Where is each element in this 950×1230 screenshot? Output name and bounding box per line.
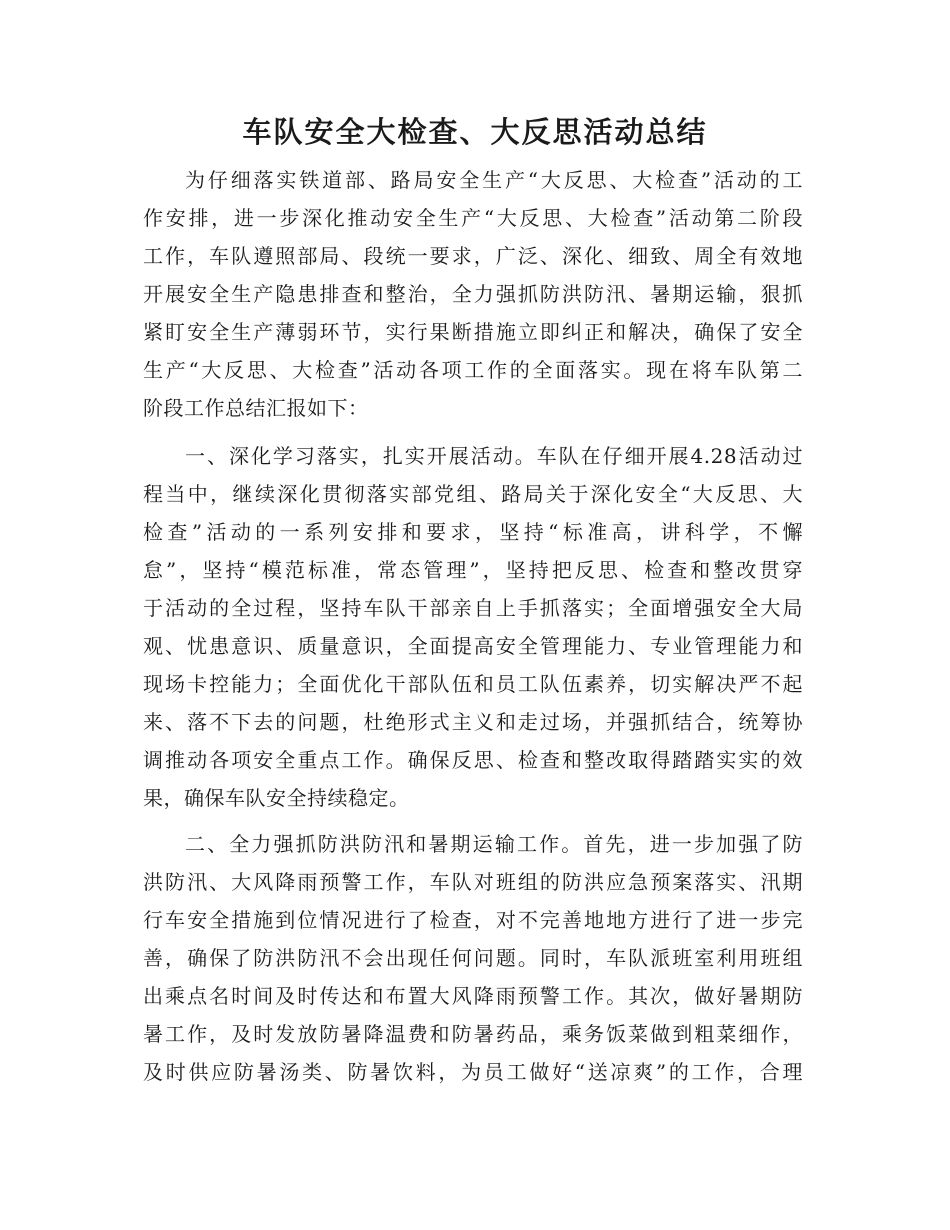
text-line: 二、全力强抓防洪防汛和暑期运输工作。首先，进一步加强了防 <box>185 832 803 856</box>
text-line: 行车安全措施到位情况进行了检查，对不完善地地方进行了进一步完 <box>143 908 803 932</box>
text-line: 来、落不下去的问题，杜绝形式主义和走过场，并强抓结合，统筹协 <box>143 710 803 734</box>
text-line: 一、深化学习落实，扎实开展活动。车队在仔细开展4.28活动过 <box>185 444 803 468</box>
text-line: 善，确保了防洪防汛不会出现任何问题。同时，车队派班室利用班组 <box>143 946 803 970</box>
text-line: 阶段工作总结汇报如下： <box>143 396 369 420</box>
text-line: 生产“大反思、大检查”活动各项工作的全面落实。现在将车队第二 <box>143 358 803 382</box>
text-line: 程当中，继续深化贯彻落实部党组、路局关于深化安全“大反思、大 <box>143 482 803 506</box>
text-line: 怠”，坚持“模范标准，常态管理”，坚持把反思、检查和整改贯穿 <box>143 558 803 582</box>
paragraph-section-one <box>143 437 803 817</box>
text-line: 及时供应防暑汤类、防暑饮料，为员工做好“送凉爽”的工作，合理 <box>143 1060 803 1084</box>
text-line: 检查”活动的一系列安排和要求，坚持“标准高，讲科学，不懈 <box>143 520 803 544</box>
paragraph-intro <box>143 161 803 427</box>
text-line: 观、忧患意识、质量意识，全面提高安全管理能力、专业管理能力和 <box>143 634 803 658</box>
text-line: 作安排，进一步深化推动安全生产“大反思、大检查”活动第二阶段 <box>143 206 803 230</box>
text-line: 为仔细落实铁道部、路局安全生产“大反思、大检查”活动的工 <box>185 168 803 192</box>
text-line: 紧盯安全生产薄弱环节，实行果断措施立即纠正和解决，确保了安全 <box>143 320 803 344</box>
text-line: 调推动各项安全重点工作。确保反思、检查和整改取得踏踏实实的效 <box>143 748 803 772</box>
text-line: 果，确保车队安全持续稳定。 <box>143 786 410 810</box>
text-line: 洪防汛、大风降雨预警工作，车队对班组的防洪应急预案落实、汛期 <box>143 870 803 894</box>
text-line: 开展安全生产隐患排查和整治，全力强抓防洪防汛、暑期运输，狠抓 <box>143 282 803 306</box>
text-line: 于活动的全过程，坚持车队干部亲自上手抓落实；全面增强安全大局 <box>143 596 803 620</box>
text-line: 现场卡控能力；全面优化干部队伍和员工队伍素养，切实解决严不起 <box>143 672 803 696</box>
document-title: 车队安全大检查、大反思活动总结 <box>242 115 708 149</box>
paragraph-section-two <box>143 825 803 1091</box>
text-line: 出乘点名时间及时传达和布置大风降雨预警工作。其次，做好暑期防 <box>143 984 803 1008</box>
text-line: 工作，车队遵照部局、段统一要求，广泛、深化、细致、周全有效地 <box>143 244 803 268</box>
text-line: 暑工作，及时发放防暑降温费和防暑药品，乘务饭菜做到粗菜细作， <box>143 1022 803 1046</box>
